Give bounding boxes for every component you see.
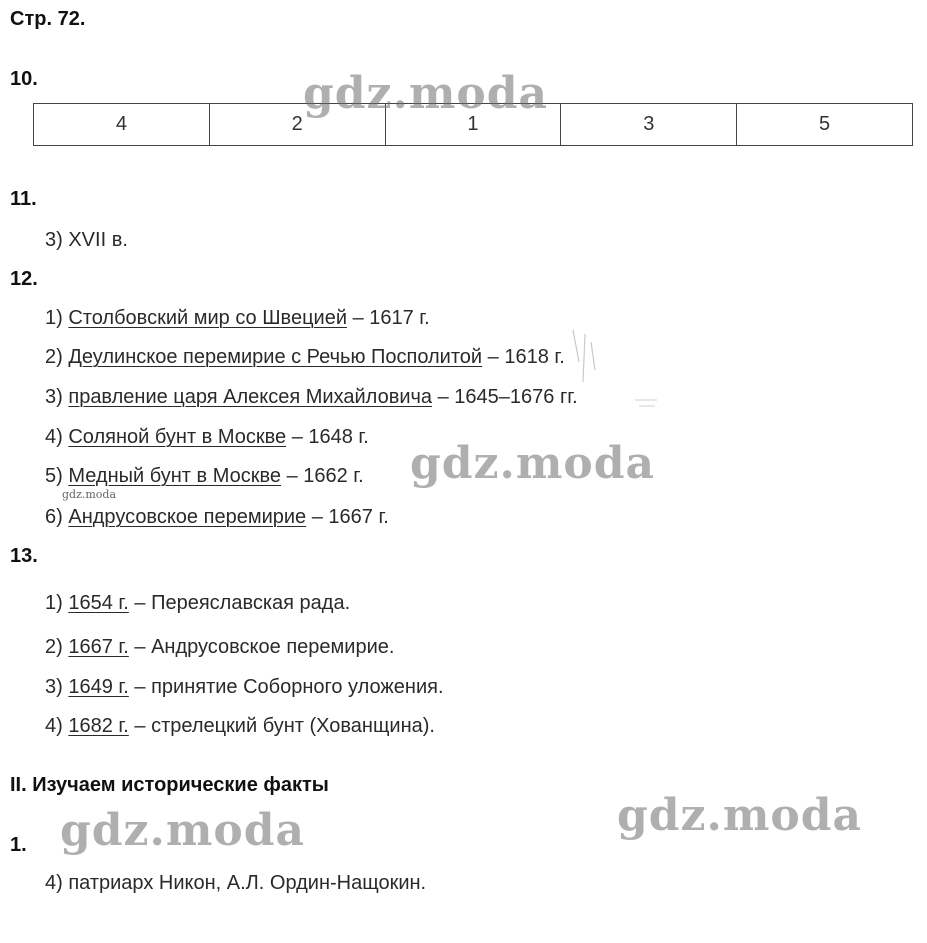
list-item	[45, 346, 565, 369]
task-1-number: 1.	[10, 834, 27, 856]
list-item	[45, 386, 578, 409]
table-cell: 3	[561, 104, 737, 146]
event-name: – Андрусовское перемирие.	[134, 636, 395, 658]
event-name: – Переяславская рада.	[134, 592, 351, 614]
item-number: 3)	[45, 386, 63, 408]
list-item	[45, 465, 364, 488]
list-item	[45, 676, 444, 699]
item-number: 2)	[45, 346, 63, 368]
item-number: 6)	[45, 506, 63, 528]
list-item	[45, 715, 435, 738]
section-title: II. Изучаем исторические факты	[10, 774, 329, 796]
list-item	[45, 426, 369, 449]
table-cell: 5	[737, 104, 913, 146]
task-12-number: 12.	[10, 268, 38, 290]
event-name: правление царя Алексея Михайловича	[68, 386, 433, 408]
task-10-number: 10.	[10, 68, 38, 90]
item-number: 1)	[45, 592, 63, 614]
task-1-answer: 4) патриарх Никон, А.Л. Ордин-Нащокин.	[45, 872, 427, 894]
event-year: 1682 г.	[68, 715, 129, 737]
item-number: 3)	[45, 676, 63, 698]
item-number: 4)	[45, 715, 63, 737]
event-year: 1649 г.	[68, 676, 129, 698]
event-name: Медный бунт в Москве	[68, 465, 281, 487]
watermark: gdz.moda	[410, 438, 656, 489]
item-number: 4)	[45, 426, 63, 448]
event-date: – 1618 г.	[487, 346, 565, 368]
table-cell: 1	[385, 104, 561, 146]
watermark: gdz.moda	[62, 488, 117, 501]
table-cell: 2	[209, 104, 385, 146]
event-name: Соляной бунт в Москве	[68, 426, 287, 448]
list-item	[45, 307, 430, 330]
event-year: 1654 г.	[68, 592, 129, 614]
item-number: 1)	[45, 307, 63, 329]
event-date: – 1667 г.	[311, 506, 389, 528]
task-11-number: 11.	[10, 188, 37, 210]
page-header: Стр. 72.	[10, 8, 86, 30]
event-name: – стрелецкий бунт (Хованщина).	[134, 715, 435, 737]
list-item	[45, 506, 389, 529]
event-year: 1667 г.	[68, 636, 129, 658]
task-11-answer: 3) XVII в.	[45, 229, 128, 251]
event-name: Андрусовское перемирие	[68, 506, 307, 528]
watermark: gdz.moda	[303, 68, 549, 119]
item-number: 5)	[45, 465, 63, 487]
watermark: gdz.moda	[60, 805, 306, 856]
event-date: – 1645–1676 гг.	[437, 386, 578, 408]
event-date: – 1617 г.	[352, 307, 430, 329]
event-name: – принятие Соборного уложения.	[134, 676, 444, 698]
list-item	[45, 636, 394, 659]
list-item	[45, 592, 350, 615]
event-date: – 1648 г.	[291, 426, 369, 448]
event-name: Столбовский мир со Швецией	[68, 307, 348, 329]
table-cell: 4	[34, 104, 210, 146]
task-13-number: 13.	[10, 545, 38, 567]
watermark: gdz.moda	[617, 790, 863, 841]
scribble-mark	[565, 322, 665, 412]
event-name: Деулинское перемирие с Речью Посполитой	[68, 346, 483, 368]
event-date: – 1662 г.	[286, 465, 364, 487]
item-number: 2)	[45, 636, 63, 658]
